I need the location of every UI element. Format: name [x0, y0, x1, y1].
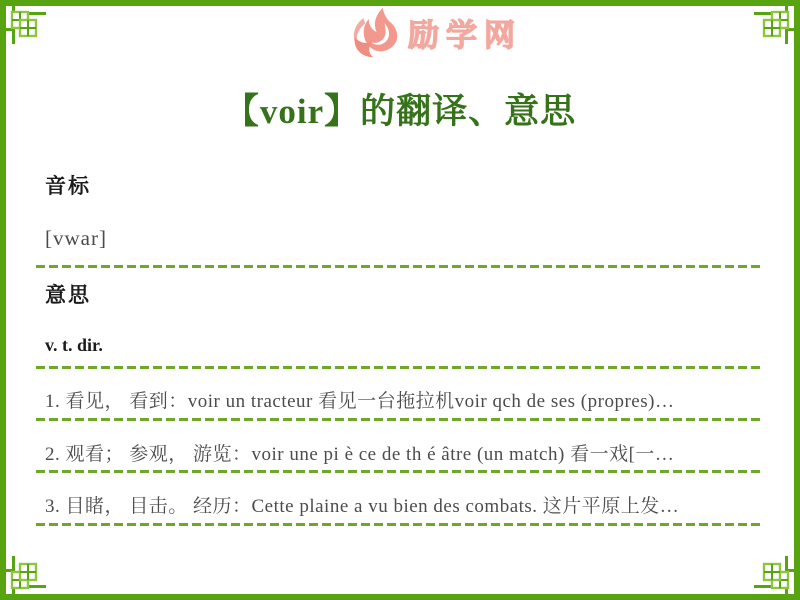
lattice-corner-ornament: [752, 0, 800, 48]
meaning-entry: 1. 看见， 看到：voir un tracteur 看见一台拖拉机voir qch de ses (propres)…: [45, 391, 675, 412]
brand-flame-icon: [346, 6, 402, 58]
part-of-speech-label: v. t. dir.: [45, 335, 103, 355]
meaning-entry: 3. 目睹， 目击。 经历：Cette plaine a vu bien des combats. 这片平原上发…: [45, 496, 680, 517]
dashed-divider: [36, 265, 764, 268]
dashed-divider: [36, 523, 764, 526]
dashed-divider: [36, 366, 764, 369]
dashed-divider: [36, 470, 764, 473]
brand-logo: [346, 6, 522, 58]
meaning-label: 意思: [45, 283, 91, 307]
phonetic-value: [vwar]: [45, 226, 107, 250]
phonetic-label: 音标: [45, 174, 91, 198]
lattice-corner-ornament: [752, 552, 800, 600]
meaning-entry: 2. 观看； 参观， 游览：voir une pi è ce de th é âtre (un match) 看一戏[一…: [45, 444, 675, 465]
dashed-divider: [36, 418, 764, 421]
lattice-corner-ornament: [0, 552, 48, 600]
page-title: 【voir】的翻译、意思: [223, 92, 577, 131]
lattice-corner-ornament: [0, 0, 48, 48]
brand-name: 励学网: [408, 17, 522, 53]
